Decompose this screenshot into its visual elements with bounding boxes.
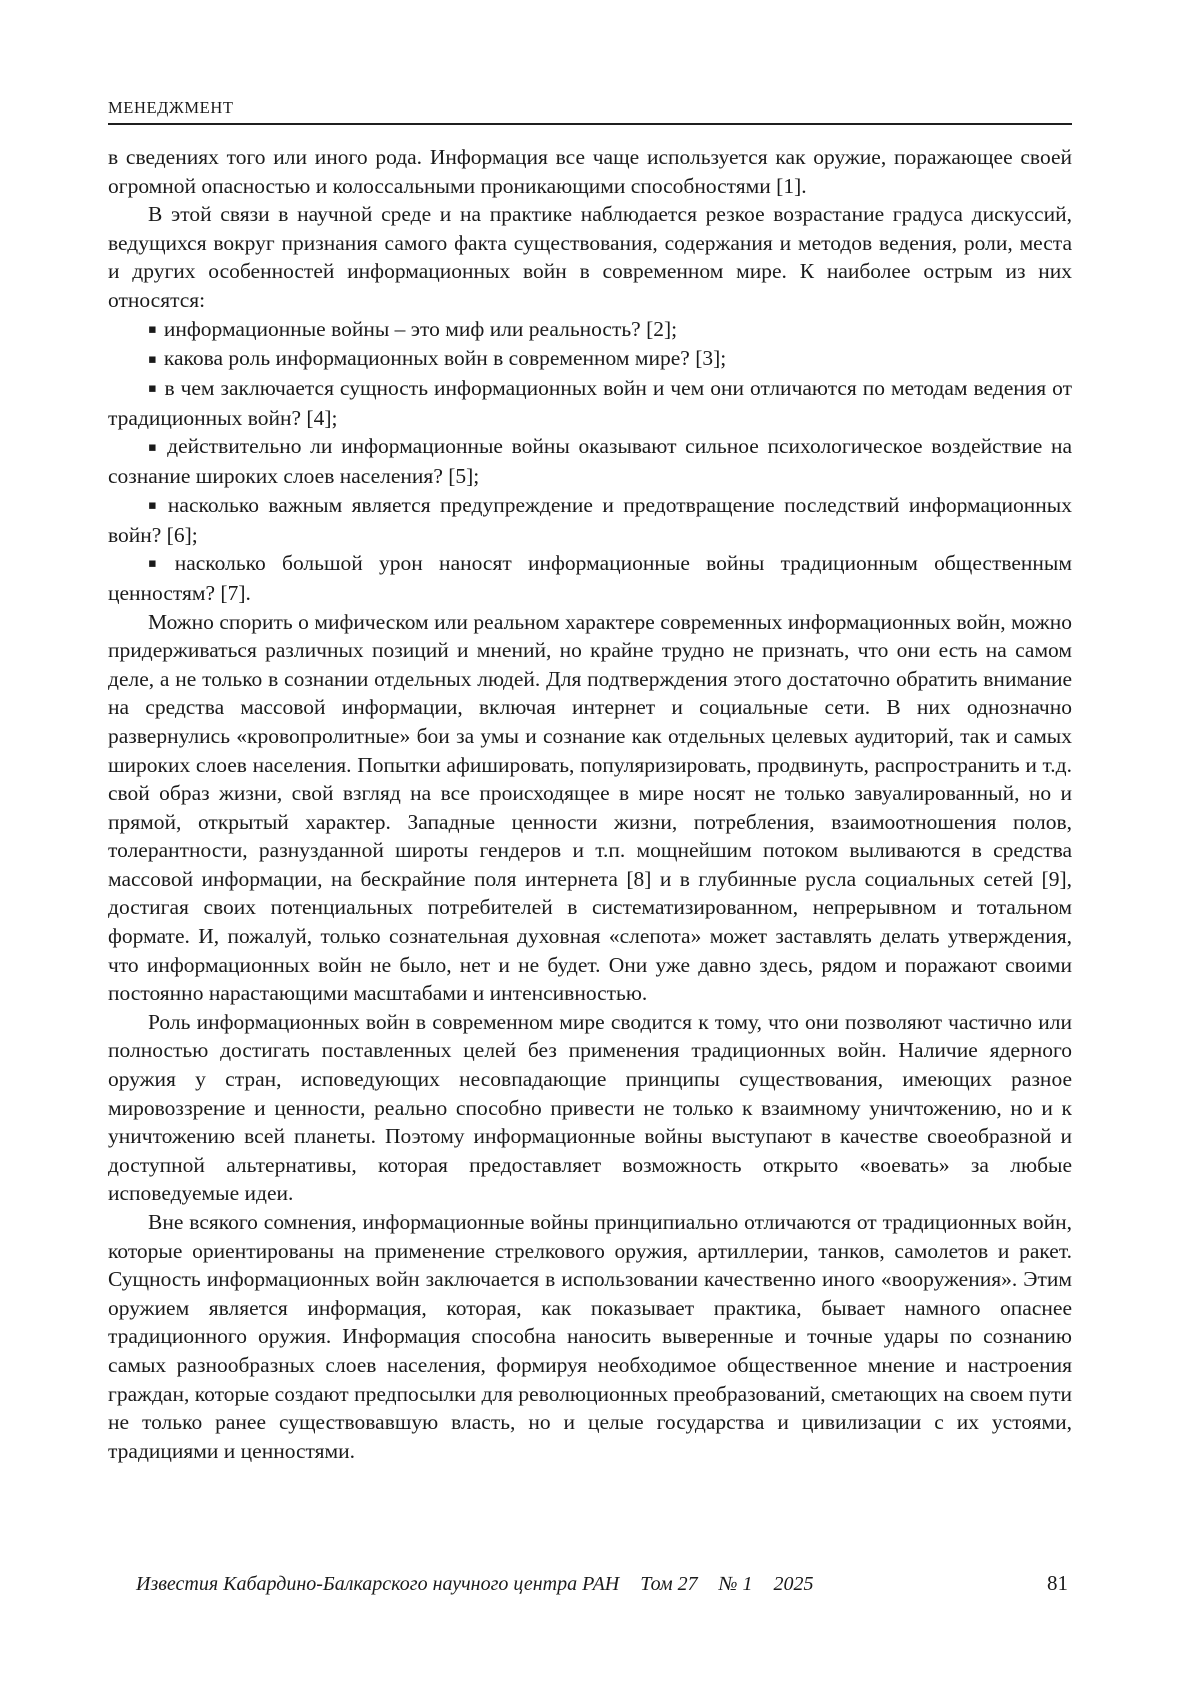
bullet-item: ▪ в чем заключается сущность информационных войн и чем они отличаются по методам ведения от традиционных войн? [4]; bbox=[108, 376, 1072, 430]
bullet-square-icon: ▪ bbox=[148, 497, 161, 513]
bullet-item: ▪ действительно ли информационные войны оказывают сильное психологическое воздействие на сознание широких слоев населения? [5]; bbox=[108, 434, 1072, 489]
bullet-item: ▪ информационные войны – это миф или реальность? [2]; bbox=[148, 316, 678, 341]
header-divider bbox=[108, 123, 1072, 125]
paragraph: в сведениях того или иного рода. Информация все чаще используется как оружие, поражающее своей огромной опасностью и колоссальными проникающими способностями [1]. bbox=[108, 145, 1072, 198]
bullet-item: ▪ какова роль информационных войн в современном мире? [3]; bbox=[148, 346, 727, 371]
paragraph: Вне всякого сомнения, информационные войны принципиально отличаются от традиционных войн, которые ориентированы на применение стрелкового оружия, артиллерии, танков, самолетов и ракет. Сущность информационных войн заключается в использовании качественно иного «вооружения». Этим оружием является информация, которая, как показывает практика, бывает намного опаснее традиционного оружия. Информация способна наносить выверенные и точные удары по сознанию самых разнообразных слоев населения, формируя необходимое общественное мнение и настроения граждан, которые создают предпосылки для революционных преобразований, сметающих на своем пути не только ранее существовавшую власть, но и целые государства и цивилизации с их устоями, традициями и ценностями. bbox=[108, 1210, 1072, 1463]
bullet-item: ▪ насколько большой урон наносят информационные войны традиционным общественным ценностям? [7]. bbox=[108, 551, 1072, 605]
footer-journal-line bbox=[108, 1573, 814, 1596]
bullet-item: ▪ насколько важным является предупреждение и предотвращение последствий информационных войн? [6]; bbox=[108, 492, 1072, 547]
section-title: МЕНЕДЖМЕНТ bbox=[108, 98, 234, 117]
bullet-square-icon: ▪ bbox=[148, 381, 158, 397]
page-number: 81 bbox=[1047, 1571, 1068, 1595]
journal-title: Известия Кабардино-Балкарского научного центра РАН bbox=[136, 1573, 620, 1595]
bullet-square-icon: ▪ bbox=[148, 321, 157, 337]
running-head bbox=[108, 98, 1072, 125]
paragraph: Роль информационных войн в современном мире сводится к тому, что они позволяют частично или полностью достигать поставленных целей без применения традиционных войн. Наличие ядерного оружия у стран, исповедующих несовпадающие принципы существования, имеющих разное мировоззрение и ценности, реально способно привести не только к взаимному уничтожению, но и к уничтожению всей планеты. Поэтому информационные войны выступают в качестве своеобразной и доступной альтернативы, которая предоставляет возможность открыто «воевать» за любые исповедуемые идеи. bbox=[108, 1009, 1072, 1206]
article-body bbox=[108, 143, 1072, 1465]
journal-year: 2025 bbox=[773, 1573, 814, 1595]
journal-volume: Том 27 bbox=[640, 1573, 698, 1595]
journal-issue: № 1 bbox=[718, 1573, 753, 1595]
bullet-square-icon: ▪ bbox=[148, 439, 161, 455]
bullet-square-icon: ▪ bbox=[148, 556, 168, 572]
page-footer bbox=[108, 1571, 1072, 1596]
paragraph: Можно спорить о мифическом или реальном характере современных информационных войн, можно придерживаться различных позиций и мнений, но крайне трудно не признать, что они есть на самом деле, а не только в сознании отдельных людей. Для подтверждения этого достаточно обратить внимание на средства массовой информации, включая интернет и социальные сети. В них однозначно развернулись «кровопролитные» бои за умы и сознание как отдельных целевых аудиторий, так и самых широких слоев населения. Попытки афишировать, популяризировать, продвинуть, распространить и т.д. свой образ жизни, свой взгляд на все происходящее в мире носят не только завуалированный, но и прямой, открытый характер. Западные ценности жизни, потребления, взаимоотношения полов, толерантности, разнузданной широты гендеров и т.п. мощнейшим потоком выливаются в средства массовой информации, на бескрайние поля интернета [8] и в глубинные русла социальных сетей [9], достигая своих потенциальных потребителей в систематизированном, непрерывном и тотальном формате. И, пожалуй, только сознательная духовная «слепота» может заставлять делать утверждения, что информационных войн не было, нет и не будет. Они уже давно здесь, рядом и поражают своими постоянно нарастающими масштабами и интенсивностью. bbox=[108, 609, 1072, 1006]
paragraph: В этой связи в научной среде и на практике наблюдается резкое возрастание градуса дискуссий, ведущихся вокруг признания самого факта существования, содержания и методов ведения, роли, места и других особенностей информационных войн в современном мире. К наиболее острым из них относятся: bbox=[108, 202, 1072, 312]
bullet-square-icon: ▪ bbox=[148, 351, 157, 367]
